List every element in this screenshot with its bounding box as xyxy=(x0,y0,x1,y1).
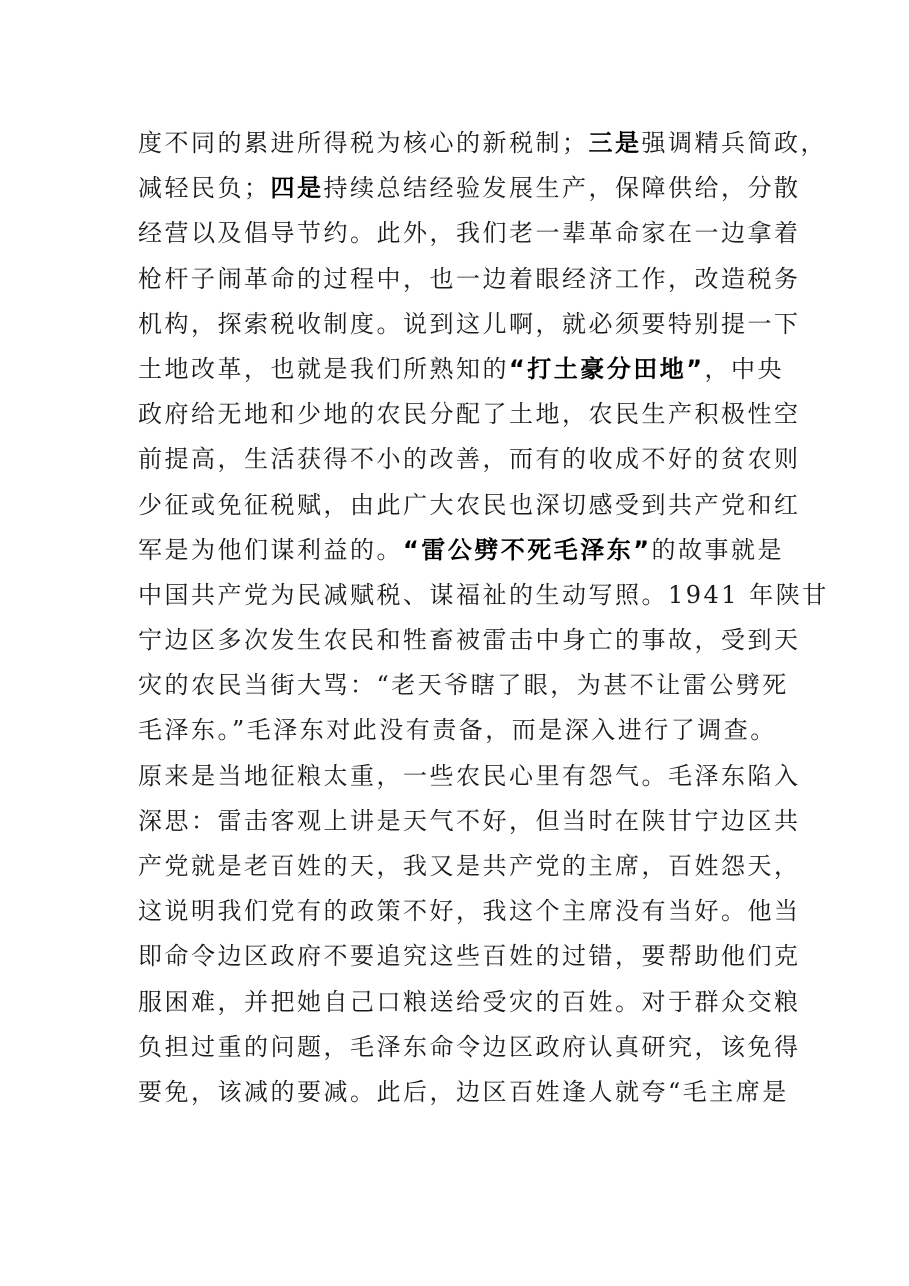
text-line xyxy=(138,573,829,618)
text-line xyxy=(138,618,801,663)
text-run: 强调精兵简政， xyxy=(641,129,827,157)
text-line xyxy=(138,347,783,392)
text-run: 即命令边区政府不要追究这些百姓的过错，要帮助他们克 xyxy=(138,942,801,971)
text-line xyxy=(138,392,801,437)
text-run: 产党就是老百姓的天，我又是共产党的主席，百姓怨天， xyxy=(138,852,801,880)
text-line xyxy=(138,663,789,708)
text-line xyxy=(138,844,801,889)
text-line xyxy=(138,211,801,256)
text-line xyxy=(138,889,801,934)
text-run: ，中央 xyxy=(704,354,785,383)
text-run: 政府给无地和少地的农民分配了土地，农民生产积极性空 xyxy=(138,400,801,429)
text-run: 土地改革，也就是我们所熟知的 xyxy=(138,354,509,383)
text-line xyxy=(138,934,801,979)
text-run: 服困难，并把她自己口粮送给受灾的百姓。对于群众交粮 xyxy=(138,987,801,1016)
text-run: 枪杆子闹革命的过程中，也一边着眼经济工作，改造税务 xyxy=(138,264,801,293)
text-run: 机构，探索税收制度。说到这儿啊，就必须要特别提一下 xyxy=(138,309,801,338)
text-line xyxy=(138,483,801,528)
text-line xyxy=(138,257,801,302)
text-run: 中国共产党为民减赋税、谋福祉的生动写照。1941 年陕甘 xyxy=(138,580,829,609)
text-line xyxy=(138,121,827,166)
emphasis-text: 四是 xyxy=(270,174,324,203)
text-run: 要免，该减的要减。此后，边区百姓逢人就夸“毛主席是 xyxy=(138,1077,789,1106)
text-run: 毛泽东。”毛泽东对此没有责备，而是深入进行了调查。 xyxy=(138,716,777,745)
text-run: 前提高，生活获得不小的改善，而有的收成不好的贫农则 xyxy=(138,445,801,474)
text-run: 负担过重的问题，毛泽东命令边区政府认真研究，该免得 xyxy=(138,1032,801,1061)
text-run: 持续总结经验发展生产，保障供给，分散 xyxy=(323,174,801,203)
text-line xyxy=(138,1025,801,1070)
emphasis-text: 三是 xyxy=(588,129,642,157)
text-run: 军是为他们谋利益的。 xyxy=(138,535,403,564)
text-run: 的故事就是 xyxy=(651,535,785,564)
text-run: 经营以及倡导节约。此外，我们老一辈革命家在一边拿着 xyxy=(138,219,801,248)
body-text xyxy=(138,121,829,1115)
emphasis-text: “打土豪分田地” xyxy=(509,354,705,383)
text-line xyxy=(138,166,801,211)
text-run: 减轻民负； xyxy=(138,174,271,203)
text-line xyxy=(138,754,801,799)
text-line xyxy=(138,302,801,347)
text-run: 深思：雷击客观上讲是天气不好，但当时在陕甘宁边区共 xyxy=(138,806,801,835)
text-run: 这说明我们党有的政策不好，我这个主席没有当好。他当 xyxy=(138,897,801,926)
text-run: 度不同的累进所得税为核心的新税制； xyxy=(138,129,589,157)
text-run: 灾的农民当街大骂：“老天爷瞎了眼，为甚不让雷公劈死 xyxy=(138,671,789,700)
text-run: 原来是当地征粮太重，一些农民心里有怨气。毛泽东陷入 xyxy=(138,761,801,790)
text-line xyxy=(138,528,783,573)
text-line xyxy=(138,437,801,482)
text-run: 少征或免征税赋，由此广大农民也深切感受到共产党和红 xyxy=(138,490,801,519)
text-line xyxy=(138,799,801,844)
text-line xyxy=(138,1070,789,1115)
text-line xyxy=(138,980,801,1025)
text-line xyxy=(138,708,783,753)
emphasis-text: “雷公劈不死毛泽东” xyxy=(403,535,652,564)
text-run: 宁边区多次发生农民和牲畜被雷击中身亡的事故，受到天 xyxy=(138,626,801,655)
